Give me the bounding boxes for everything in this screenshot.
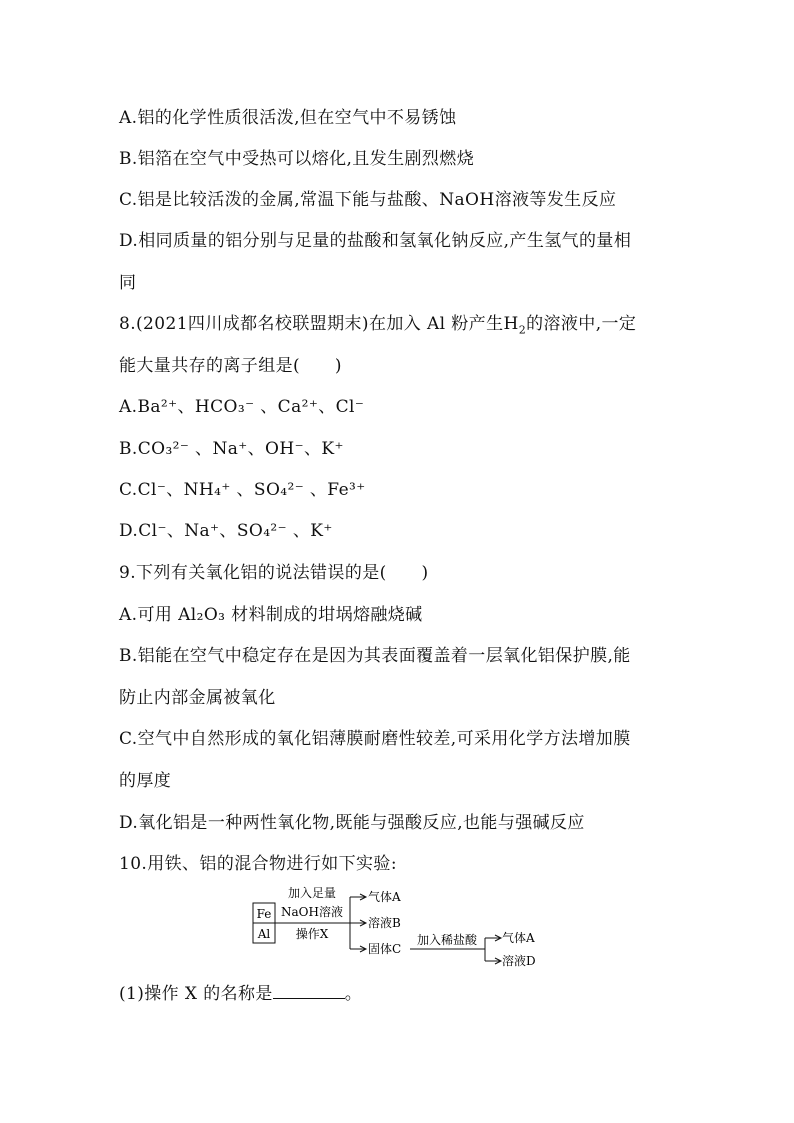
box-label-al: Al [257,927,271,941]
step2-label: 加入稀盐酸 [416,933,478,947]
q7-option-d-line1: D.相同质量的铝分别与足量的盐酸和氢氧化钠反应,产生氢气的量相 [119,231,632,251]
q8-option-d: D.Cl⁻、Na⁺、SO₄²⁻ 、K⁺ [119,521,333,541]
q9-stem: 9.下列有关氧化铝的说法错误的是( ) [119,563,429,583]
q8-stem-line2: 能大量共存的离子组是( ) [119,356,342,376]
q8-stem-sub: 2 [518,323,527,337]
q7-option-d-line2: 同 [119,273,137,293]
q10-stem: 10.用铁、铝的混合物进行如下实验: [119,854,397,874]
q7-option-c: C.铝是比较活泼的金属,常温下能与盐酸、NaOH溶液等发生反应 [119,190,617,210]
product-solution-d: 溶液D [502,954,536,968]
q9-option-b-line1: B.铝能在空气中稳定存在是因为其表面覆盖着一层氧化铝保护膜,能 [119,646,631,666]
q10-sub1-end: 。 [344,984,363,1004]
q9-option-b-line2: 防止内部金属被氧化 [119,688,276,708]
step1-label-top: 加入足量 [287,886,337,900]
q8-stem-line1 [119,313,636,335]
product-solution-b: 溶液B [368,916,401,930]
q7-option-b: B.铝箔在空气中受热可以熔化,且发生剧烈燃烧 [119,149,475,169]
q7-option-a: A.铝的化学性质很活泼,但在空气中不易锈蚀 [119,108,457,128]
q9-option-c-line2: 的厚度 [119,771,172,791]
q8-option-b: B.CO₃²⁻ 、Na⁺、OH⁻、K⁺ [119,439,344,459]
q10-flow-diagram [250,880,550,975]
q8-option-c: C.Cl⁻、NH₄⁺ 、SO₄²⁻ 、Fe³⁺ [119,480,366,500]
product-solid-c: 固体C [368,942,402,956]
q10-sub1-text: (1)操作 X 的名称是 [119,984,273,1004]
box-label-fe: Fe [256,907,272,921]
answer-blank[interactable] [273,982,345,999]
q8-stem-pre: 8.(2021四川成都名校联盟期末)在加入 Al 粉产生H [119,314,519,334]
q8-option-a: A.Ba²⁺、HCO₃⁻ 、Ca²⁺、Cl⁻ [119,397,365,417]
q9-option-d: D.氧化铝是一种两性氧化物,既能与强酸反应,也能与强碱反应 [119,813,585,833]
step1-label-reagent: NaOH溶液 [281,905,343,919]
q9-option-c-line1: C.空气中自然形成的氧化铝薄膜耐磨性较差,可采用化学方法增加膜 [119,729,631,749]
product-gas-a-2: 气体A [502,931,535,945]
q10-sub1 [119,982,362,1005]
q8-stem-post: 的溶液中,一定 [526,314,637,334]
step1-label-operation: 操作X [295,927,329,941]
product-gas-a: 气体A [368,890,401,904]
q9-option-a: A.可用 Al₂O₃ 材料制成的坩埚熔融烧碱 [119,605,423,625]
